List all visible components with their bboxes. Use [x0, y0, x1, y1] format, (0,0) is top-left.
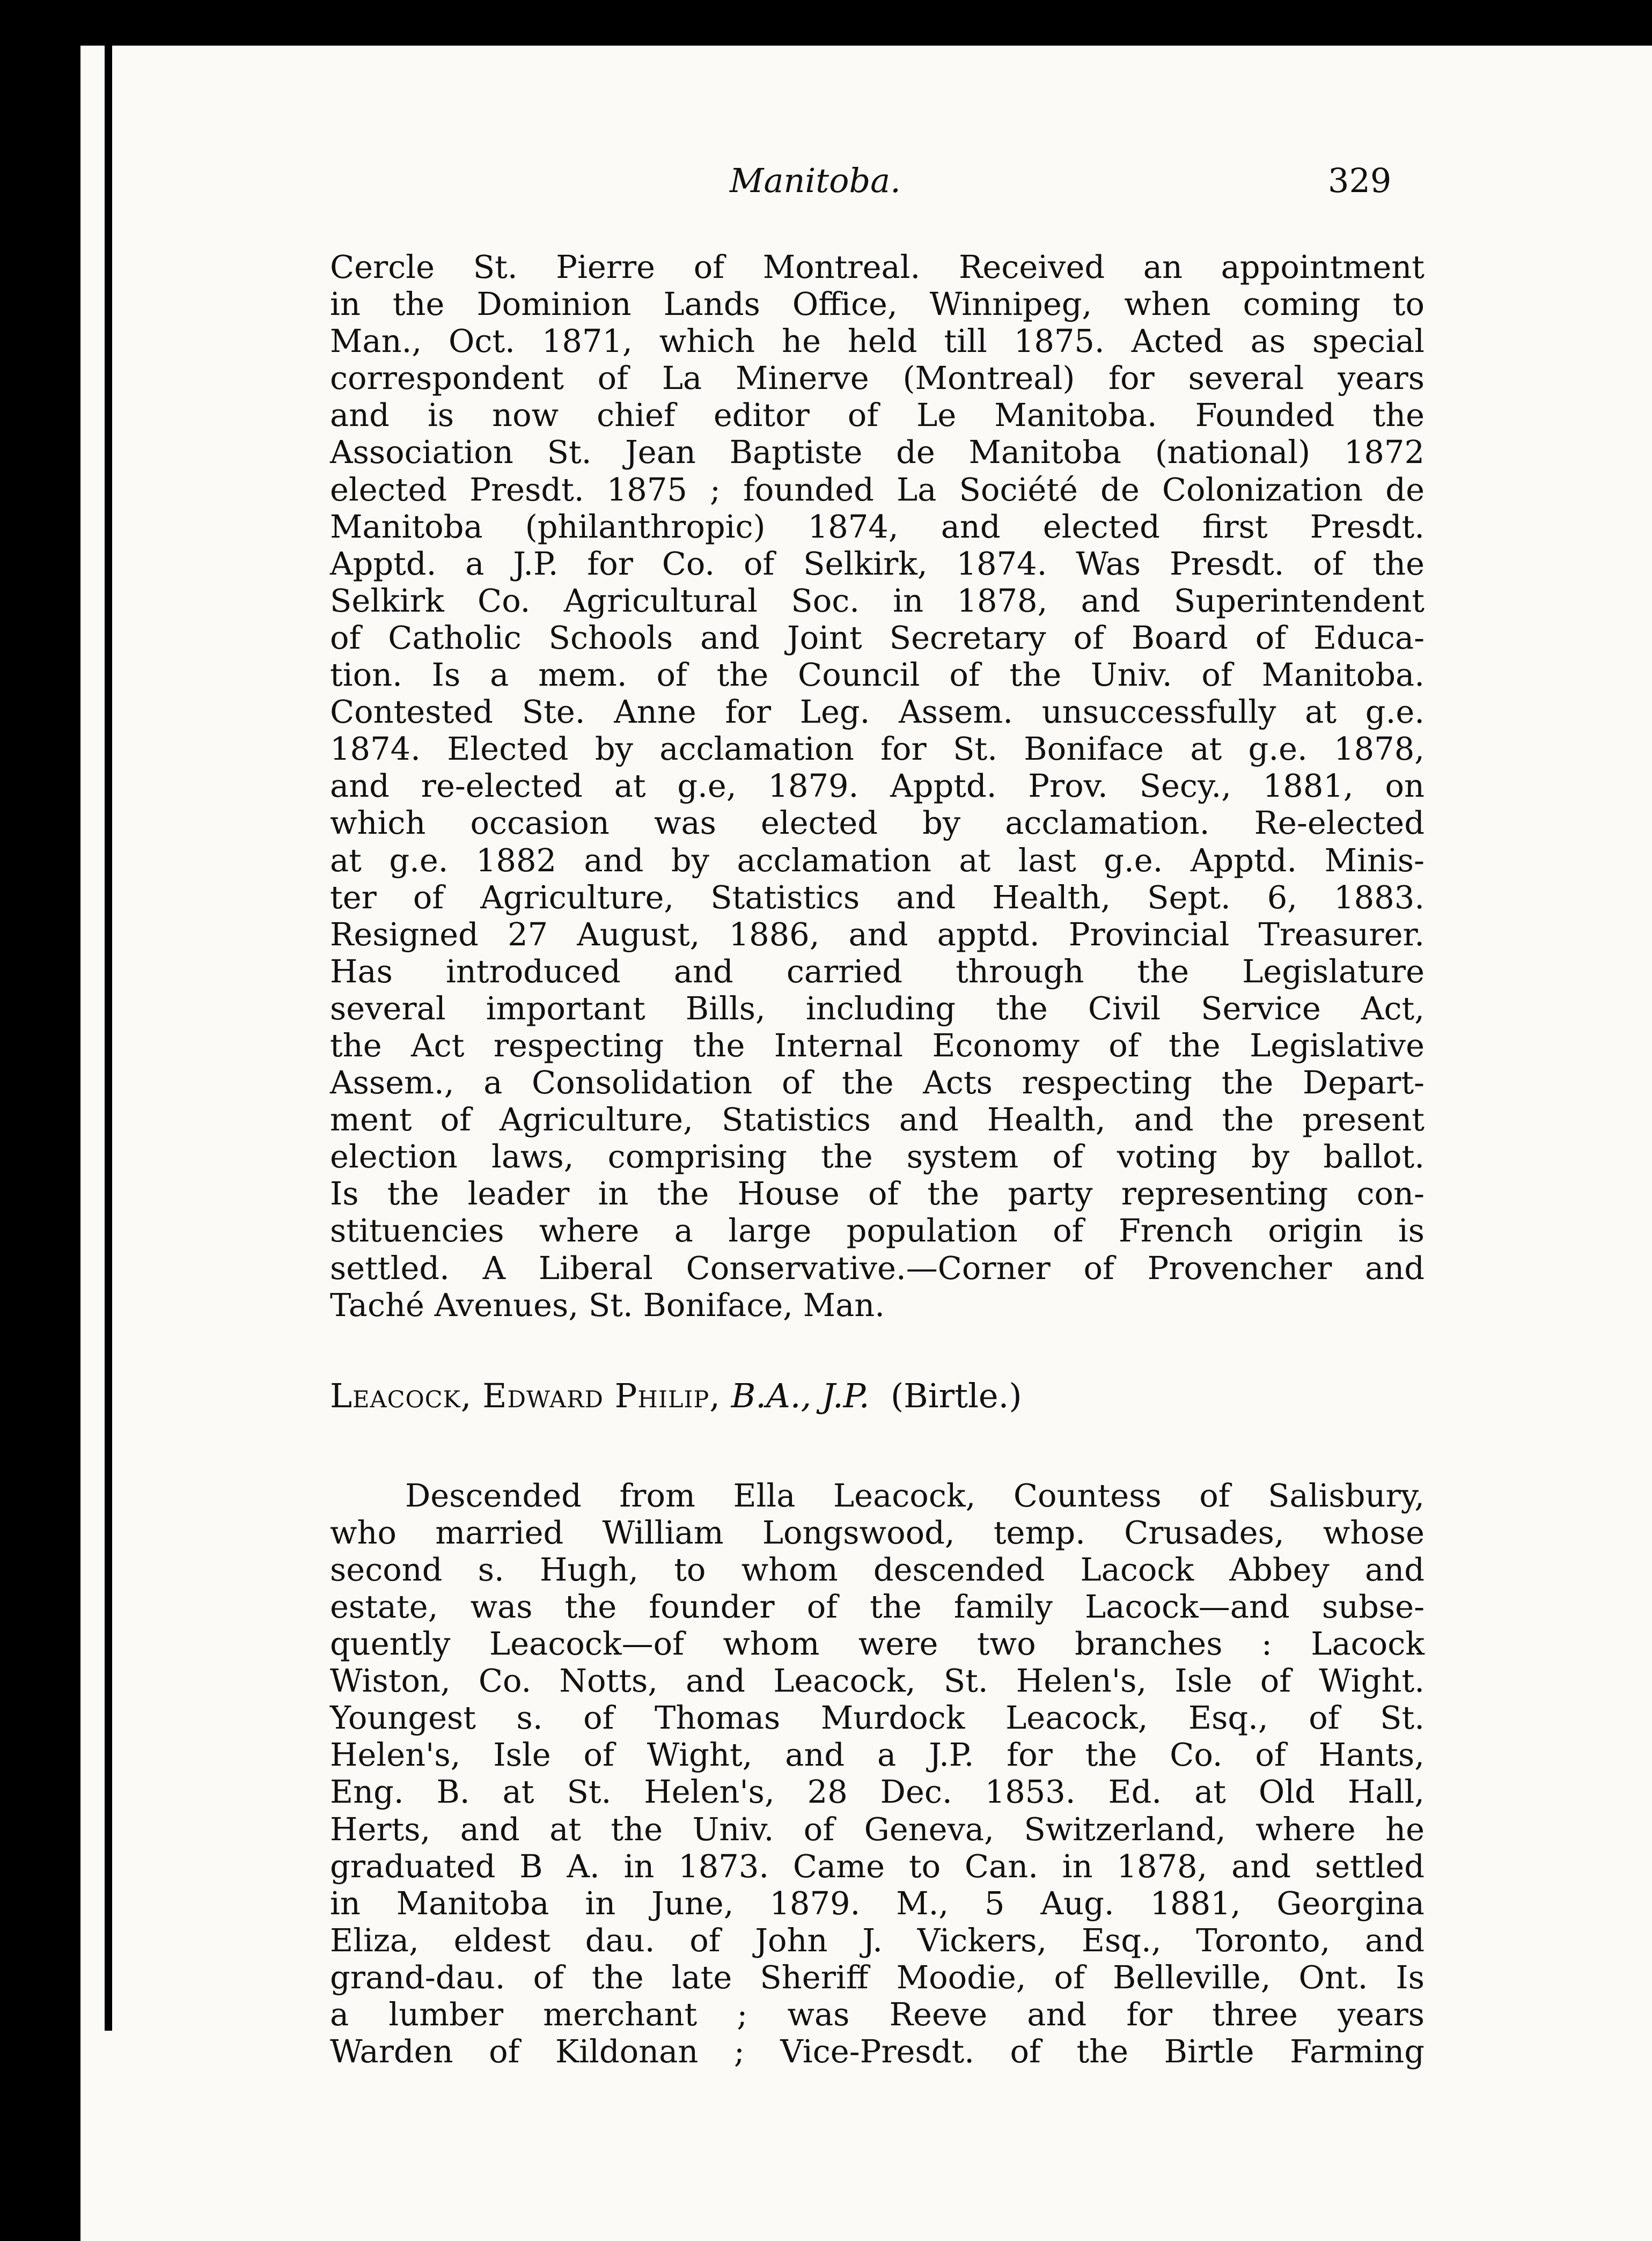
- text-line: quently Leacock—of whom were two branches : Lacock: [330, 1625, 1425, 1663]
- text-line: and is now chief editor of Le Manitoba. Founded the: [330, 396, 1425, 434]
- text-line: the Act respecting the Internal Economy of the Legislative: [330, 1026, 1425, 1064]
- text-line: Youngest s. of Thomas Murdock Leacock, Esq., of St.: [330, 1699, 1425, 1737]
- text-line: in Manitoba in June, 1879. M., 5 Aug. 1881, Georgina: [330, 1884, 1425, 1922]
- text-line: a lumber merchant ; was Reeve and for three years: [330, 1996, 1425, 2033]
- spacer: [330, 1426, 1425, 1477]
- page-edge-rule: [105, 46, 112, 2031]
- text-line: which occasion was elected by acclamation. Re-elected: [330, 804, 1425, 842]
- text-line: Assem., a Consolidation of the Acts respecting the Depart-: [330, 1064, 1425, 1101]
- text-line: of Catholic Schools and Joint Secretary of Board of Educa-: [330, 619, 1425, 656]
- text-line: graduated B A. in 1873. Came to Can. in 1878, and settled: [330, 1847, 1425, 1885]
- text-line: several important Bills, including the Civil Service Act,: [330, 989, 1425, 1027]
- text-line: Cercle St. Pierre of Montreal. Received an appointment: [330, 248, 1425, 285]
- text-line: Selkirk Co. Agricultural Soc. in 1878, and Superintendent: [330, 582, 1425, 619]
- running-header: [80, 161, 1652, 220]
- text-line: ment of Agriculture, Statistics and Health, and the present: [330, 1101, 1425, 1138]
- paragraph-continued: [330, 248, 1425, 1324]
- text-line: Eliza, eldest dau. of John J. Vickers, Esq., Toronto, and: [330, 1921, 1425, 1959]
- text-line: correspondent of La Minerve (Montreal) for several years: [330, 359, 1425, 397]
- text-line: Man., Oct. 1871, which he held till 1875. Acted as special: [330, 322, 1425, 360]
- entry-degrees: B.A., J.P.: [731, 1376, 870, 1415]
- text-line: settled. A Liberal Conservative.—Corner of Provencher and: [330, 1249, 1425, 1287]
- text-line: elected Presdt. 1875 ; founded La Société de Colonization de: [330, 471, 1425, 508]
- text-line: Herts, and at the Univ. of Geneva, Switzerland, where he: [330, 1810, 1425, 1848]
- text-line: tion. Is a mem. of the Council of the Univ. of Manitoba.: [330, 656, 1425, 694]
- text-line: Eng. B. at St. Helen's, 28 Dec. 1853. Ed. at Old Hall,: [330, 1773, 1425, 1811]
- text-line: at g.e. 1882 and by acclamation at last g.e. Apptd. Minis-: [330, 841, 1425, 879]
- page-body: [330, 248, 1425, 2070]
- entry-given-names: Edward Philip,: [482, 1376, 721, 1415]
- text-line: Is the leader in the House of the party representing con-: [330, 1175, 1425, 1213]
- spacer: [330, 1324, 1425, 1377]
- entry-heading: [330, 1377, 1425, 1426]
- text-line: Manitoba (philanthropic) 1874, and elected first Presdt.: [330, 508, 1425, 545]
- entry-place: (Birtle.): [890, 1376, 1022, 1415]
- text-line: Taché Avenues, St. Boniface, Man.: [330, 1286, 885, 1324]
- book-page: [80, 46, 1652, 2241]
- text-line: Descended from Ella Leacock, Countess of Salisbury,: [405, 1476, 1425, 1514]
- text-line: Apptd. a J.P. for Co. of Selkirk, 1874. Was Presdt. of the: [330, 545, 1425, 582]
- entry-surname: Leacock,: [330, 1376, 472, 1415]
- text-line: estate, was the founder of the family Lacock—and subse-: [330, 1588, 1425, 1625]
- text-line: who married William Longswood, temp. Crusades, whose: [330, 1513, 1425, 1551]
- text-line: grand-dau. of the late Sheriff Moodie, of Belleville, Ont. Is: [330, 1958, 1425, 1996]
- paragraph-entry: [330, 1477, 1425, 2070]
- text-line: Has introduced and carried through the Legislature: [330, 952, 1425, 990]
- running-title: Manitoba.: [730, 161, 901, 200]
- text-line: stituencies where a large population of French origin is: [330, 1212, 1425, 1250]
- text-line: ter of Agriculture, Statistics and Health, Sept. 6, 1883.: [330, 878, 1425, 916]
- text-line: Association St. Jean Baptiste de Manitoba (national) 1872: [330, 433, 1425, 471]
- text-line: Warden of Kildonan ; Vice-Presdt. of the Birtle Farming: [330, 2033, 1425, 2070]
- text-line: second s. Hugh, to whom descended Lacock Abbey and: [330, 1551, 1425, 1588]
- text-line: in the Dominion Lands Office, Winnipeg, when coming to: [330, 285, 1425, 323]
- text-line: Contested Ste. Anne for Leg. Assem. unsuccessfully at g.e.: [330, 693, 1425, 731]
- text-line: Resigned 27 August, 1886, and apptd. Provincial Treasurer.: [330, 915, 1425, 953]
- text-line: 1874. Elected by acclamation for St. Boniface at g.e. 1878,: [330, 730, 1425, 768]
- text-line: and re-elected at g.e, 1879. Apptd. Prov. Secy., 1881, on: [330, 767, 1425, 805]
- text-line: Helen's, Isle of Wight, and a J.P. for the Co. of Hants,: [330, 1736, 1425, 1774]
- text-line: Wiston, Co. Notts, and Leacock, St. Helen's, Isle of Wight.: [330, 1662, 1425, 1700]
- text-line: election laws, comprising the system of voting by ballot.: [330, 1138, 1425, 1175]
- page-number: 329: [1328, 161, 1392, 200]
